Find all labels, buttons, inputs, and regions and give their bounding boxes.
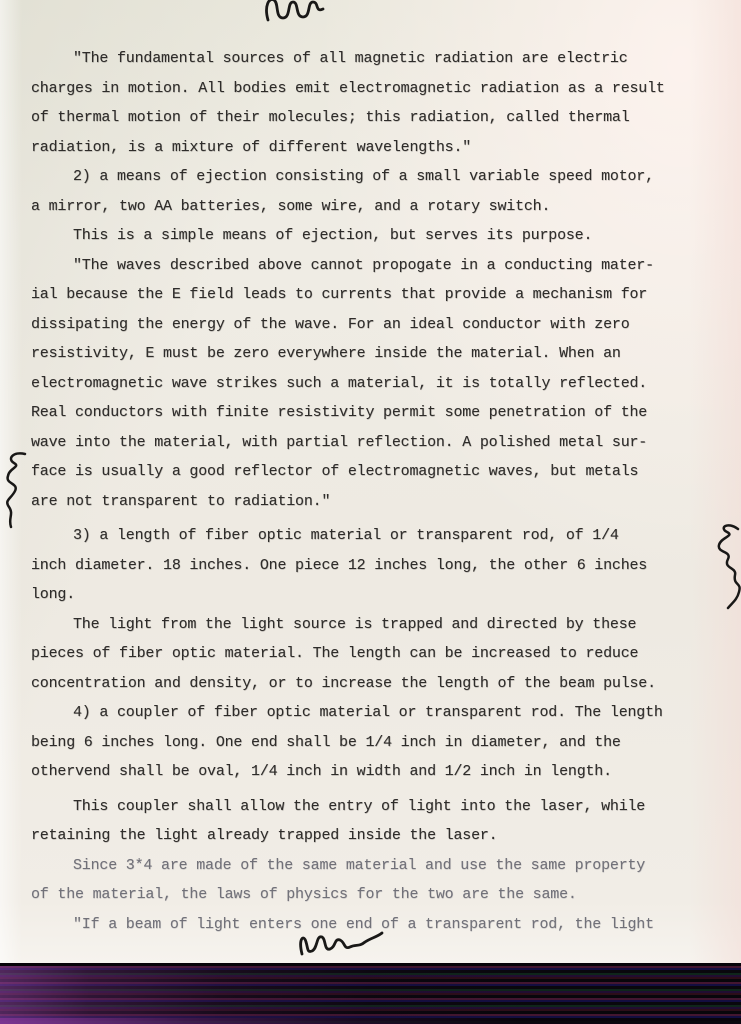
text-line: wave into the material, with partial reflection. A polished metal sur- xyxy=(31,433,648,451)
text-line: dissipating the energy of the wave. For an ideal conductor with zero xyxy=(31,315,630,333)
handwritten-scribble-bottom-icon xyxy=(294,926,386,960)
text-line: pieces of fiber optic material. The length can be increased to reduce xyxy=(31,645,639,662)
handwritten-scribble-left-margin-icon xyxy=(2,450,32,532)
text-line: inch diameter. 18 inches. One piece 12 inches long, the other 6 inches xyxy=(31,556,648,574)
text-line: a mirror, two AA batteries, some wire, and a rotary switch. xyxy=(31,197,551,215)
text-line: ial because the E field leads to currents that provide a mechanism for xyxy=(31,286,648,303)
text-line: of thermal motion of their molecules; this radiation, called thermal xyxy=(31,109,630,126)
typewritten-text-block xyxy=(31,44,711,939)
text-line: face is usually a good reflector of electromagnetic waves, but metals xyxy=(31,463,639,480)
text-line: electromagnetic wave strikes such a material, it is totally reflected. xyxy=(31,374,648,392)
text-line: radiation, is a mixture of different wavelengths." xyxy=(31,138,472,156)
text-line: concentration and density, or to increase the length of the beam pulse. xyxy=(31,674,656,692)
text-line: retaining the light already trapped inside the laser. xyxy=(31,827,498,844)
text-line: 2) a means of ejection consisting of a small variable speed motor, xyxy=(73,168,654,185)
text-line: "If a beam of light enters one end of a transparent rod, the light xyxy=(73,915,654,933)
text-line: Since 3*4 are made of the same material and use the same property xyxy=(73,856,646,874)
text-line: "The fundamental sources of all magnetic radiation are electric xyxy=(73,50,628,67)
text-line: Real conductors with finite resistivity permit some penetration of the xyxy=(31,404,648,421)
text-line: charges in motion. All bodies emit electromagnetic radiation as a result xyxy=(31,79,665,97)
text-line: This coupler shall allow the entry of light into the laser, while xyxy=(73,797,646,815)
text-line: "The waves described above cannot propogate in a conducting mater- xyxy=(73,256,654,274)
text-line: of the material, the laws of physics for the two are the same. xyxy=(31,886,577,903)
text-line: 3) a length of fiber optic material or transparent rod, of 1/4 xyxy=(73,527,619,544)
text-line: are not transparent to radiation." xyxy=(31,492,331,510)
text-line: resistivity, E must be zero everywhere inside the material. When an xyxy=(31,345,621,362)
handwritten-scribble-right-margin-icon xyxy=(708,520,741,610)
handwritten-scribble-top-icon xyxy=(262,0,332,26)
text-line: long. xyxy=(31,586,76,603)
text-line: being 6 inches long. One end shall be 1/4 inch in diameter, and the xyxy=(31,733,621,751)
scanner-noise-band xyxy=(0,963,741,1024)
text-line: This is a simple means of ejection, but serves its purpose. xyxy=(73,227,593,244)
text-line: The light from the light source is trapped and directed by these xyxy=(73,615,637,633)
text-line: othervend shall be oval, 1/4 inch in width and 1/2 inch in length. xyxy=(31,763,612,780)
text-line: 4) a coupler of fiber optic material or transparent rod. The length xyxy=(73,704,663,721)
